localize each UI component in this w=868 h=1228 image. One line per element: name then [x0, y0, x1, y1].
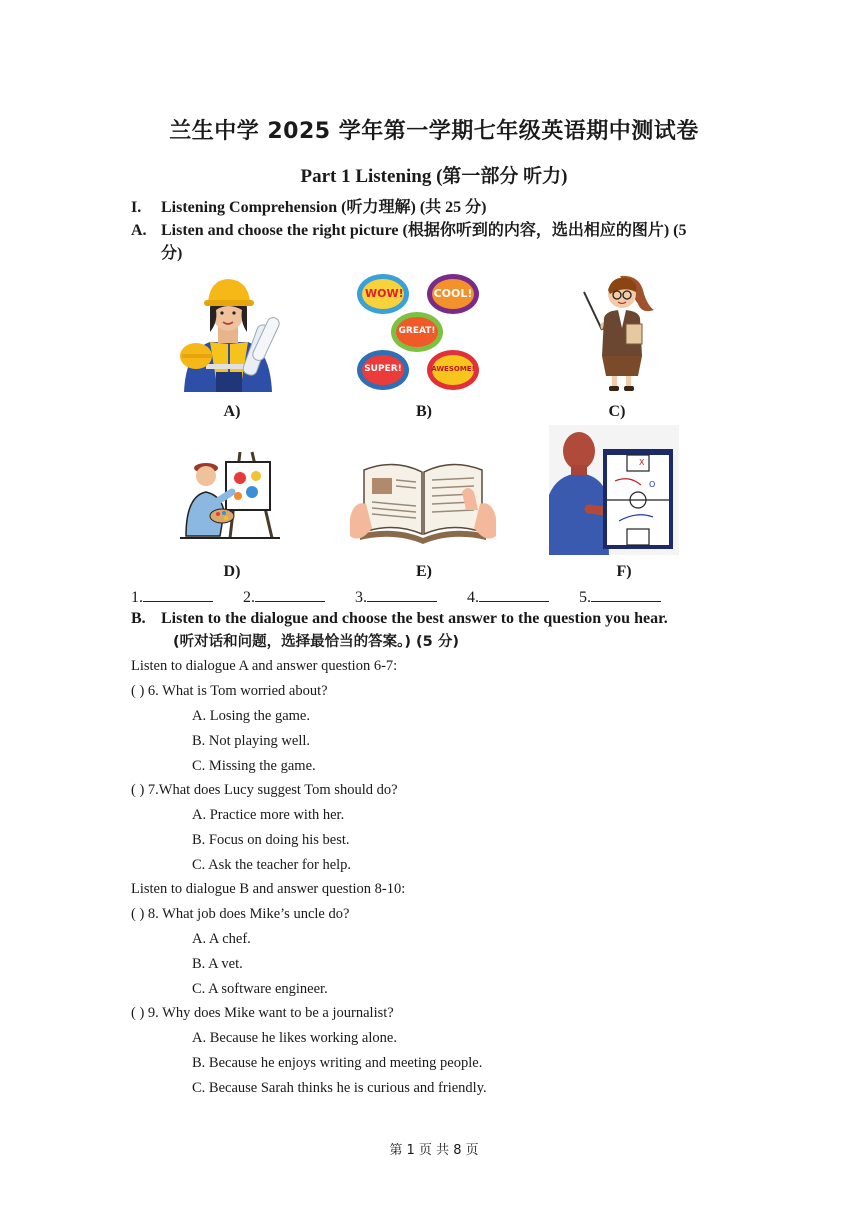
section-a-mark: A. — [131, 222, 147, 239]
blank-number-2: 2. — [243, 589, 255, 606]
question-9-stem: 9. Why does Mike want to be a journalist? — [147, 1005, 394, 1021]
q6-option-c: C. Missing the game. — [192, 758, 316, 774]
question-6 — [131, 681, 328, 701]
q7-option-b: B. Focus on doing his best. — [192, 832, 350, 848]
sticker-wow: WOW! — [365, 287, 404, 300]
teacher-icon — [580, 272, 660, 394]
answer-paren-8[interactable]: ( ) — [131, 906, 145, 922]
section-b-heading — [131, 607, 668, 631]
section-b-line2: (听对话和问题，选择最恰当的答案。) (5 分) — [173, 634, 459, 650]
q6-option-b: B. Not playing well. — [192, 733, 311, 749]
sticker-cool: COOL! — [433, 287, 473, 300]
answer-paren-9[interactable]: ( ) — [131, 1005, 145, 1021]
answer-paren-6[interactable]: ( ) — [131, 683, 145, 699]
page-footer: 第 1 页 共 8 页 — [389, 1143, 479, 1158]
section-a-line1: Listen and choose the right picture (根据你听到的内容，选出相应的图片) (5 — [161, 222, 687, 239]
question-7-stem: 7.What does Lucy suggest Tom should do? — [147, 782, 398, 798]
q6-option-a: A. Losing the game. — [192, 708, 310, 724]
open-book-icon — [350, 448, 496, 546]
answer-blank-5[interactable] — [591, 587, 661, 602]
q8-option-c: C. A software engineer. — [192, 981, 328, 997]
q9-option-a: A. Because he likes working alone. — [192, 1030, 397, 1046]
answer-blanks — [131, 587, 741, 607]
dialogue-a-intro: Listen to dialogue A and answer question 6-7: — [131, 658, 398, 674]
picture-label-c: C) — [608, 403, 626, 420]
svg-text:X: X — [639, 458, 645, 467]
exam-title: 兰生中学 2025 学年第一学期七年级英语期中测试卷 — [169, 119, 699, 144]
answer-paren-7[interactable]: ( ) — [131, 782, 145, 798]
answer-blank-4[interactable] — [479, 587, 549, 602]
section-b-line1: Listen to the dialogue and choose the best answer to the question you hear. — [161, 610, 668, 627]
sticker-super: SUPER! — [364, 364, 402, 374]
picture-label-b: B) — [416, 403, 432, 420]
sticker-awesome: AWESOME! — [431, 365, 475, 373]
blank-number-5: 5. — [579, 589, 591, 606]
answer-blank-2[interactable] — [255, 587, 325, 602]
answer-blank-1[interactable] — [143, 587, 213, 602]
picture-label-d: D) — [223, 563, 241, 580]
section-i-heading — [131, 196, 487, 220]
part-heading: Part 1 Listening (第一部分 听力) — [300, 166, 568, 187]
sticker-great: GREAT! — [398, 326, 436, 336]
svg-text:O: O — [649, 480, 656, 489]
question-6-stem: 6. What is Tom worried about? — [147, 683, 328, 699]
picture-label-f: F) — [616, 563, 632, 580]
coach-board-icon — [549, 425, 679, 555]
dialogue-b-intro: Listen to dialogue B and answer question 8-10: — [131, 881, 406, 897]
blank-number-4: 4. — [467, 589, 479, 606]
praise-stickers-icon — [345, 266, 491, 394]
question-8-stem: 8. What job does Mike’s uncle do? — [147, 906, 350, 922]
q9-option-c: C. Because Sarah thinks he is curious and friendly. — [192, 1080, 487, 1096]
q9-option-b: B. Because he enjoys writing and meeting people. — [192, 1055, 483, 1071]
section-a-line2: 分) — [161, 245, 183, 262]
section-i-mark: I. — [131, 199, 142, 216]
picture-label-e: E) — [416, 563, 432, 580]
section-i-text: Listening Comprehension (听力理解) (共 25 分) — [161, 199, 487, 216]
q7-option-c: C. Ask the teacher for help. — [192, 857, 352, 873]
picture-label-a: A) — [223, 403, 241, 420]
q7-option-a: A. Practice more with her. — [192, 807, 345, 823]
question-8 — [131, 904, 349, 924]
answer-blank-3[interactable] — [367, 587, 437, 602]
q8-option-b: B. A vet. — [192, 956, 243, 972]
section-b-mark: B. — [131, 610, 146, 627]
q8-option-a: A. A chef. — [192, 931, 251, 947]
construction-worker-icon — [170, 272, 286, 392]
painter-icon — [176, 448, 284, 540]
section-a-heading — [131, 219, 686, 243]
blank-number-1: 1. — [131, 589, 143, 606]
question-9 — [131, 1003, 394, 1023]
blank-number-3: 3. — [355, 589, 367, 606]
question-7 — [131, 780, 398, 800]
